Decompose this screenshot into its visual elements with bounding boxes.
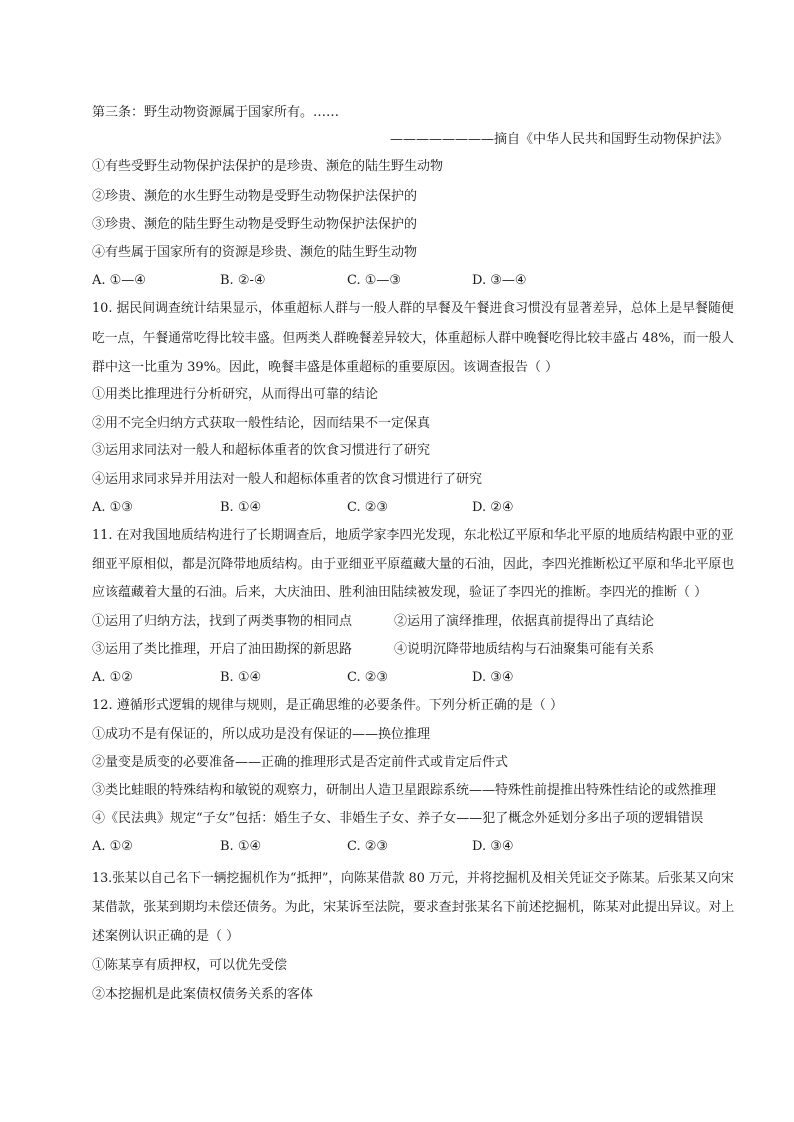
statement: ④有些属于国家所有的资源是珍贵、濒危的陆生野生动物 [92,245,418,260]
option-b: B. ①④ [220,670,262,685]
option-b: B. ②-④ [220,273,266,288]
statement: ④运用求同求异并用法对一般人和超标体重者的饮食习惯进行了研究 [92,472,483,487]
question-11-text: 应该蕴藏着大量的石油。后来，大庆油田、胜利油田陆续被发现，验证了李四光的推断。李四光的推断（ ） [92,585,708,600]
option-c: C. ②③ [347,670,389,685]
statement: ②本挖掘机是此案债权债务关系的客体 [92,987,314,1002]
option-a: A. ①—④ [92,273,146,288]
option-d: D. ③④ [472,839,514,854]
statement: ②量变是质变的必要准备——正确的推理形式是否定前件式或肯定后件式 [92,755,509,770]
statement: ③类比蛙眼的特殊结构和敏锐的观察力，研制出人造卫星跟踪系统——特殊性前提推出特殊性结论的或然推理 [92,783,717,798]
option-d: D. ②④ [472,500,514,515]
question-10-text: 吃一点，午餐通常吃得比较丰盛。但两类人群晚餐差异较大，体重超标人群中晚餐吃得比较丰盛占 48%，而一般人 [92,331,734,346]
statement: ②珍贵、濒危的水生野生动物是受野生动物保护法保护的 [92,189,418,204]
article-line: 第三条：野生动物资源属于国家所有。…… [92,105,340,120]
statement: ①陈某享有质押权，可以优先受偿 [92,958,288,973]
option-d: D. ③—④ [472,273,527,288]
source-line: ————————摘自《中华人民共和国野生动物保护法》 [389,132,728,147]
statement: ①成功不是有保证的，所以成功是没有保证的——换位推理 [92,727,431,742]
question-10-text: 10. 据民间调查统计结果显示，体重超标人群与一般人群的早餐及午餐进食习惯没有显著差异，总体上是早餐随便 [92,301,734,316]
statement: ①运用了归纳方法，找到了两类事物的相同点 [92,614,353,629]
statement: ①用类比推理进行分析研究，从而得出可靠的结论 [92,387,379,402]
option-b: B. ①④ [220,839,262,854]
option-c: C. ①—③ [347,273,402,288]
question-13-text: 述案例认识正确的是（ ） [92,929,240,944]
question-11-text: 11. 在对我国地质结构进行了长期调查后，地质学家李四光发现，东北松辽平原和华北平原的地质结构跟中亚的亚 [92,528,734,543]
statement: ②用不完全归纳方式获取一般性结论，因而结果不一定保真 [92,416,431,431]
statement: ③珍贵、濒危的陆生野生动物是受野生动物保护法保护的 [92,217,418,232]
statement: ①有些受野生动物保护法保护的是珍贵、濒危的陆生野生动物 [92,159,444,174]
question-13-text: 某借款，张某到期均未偿还债务。为此，宋某诉至法院，要求查封张某名下前述挖掘机，陈某对此提出异议。对上 [92,900,735,915]
statement: ④《民法典》规定“子女”包括：婚生子女、非婚生子女、养子女——犯了概念外延划分多出子项的逻辑错误 [92,811,704,826]
statement: ④说明沉降带地质结构与石油聚集可能有关系 [394,642,655,657]
statement: ③运用了类比推理，开启了油田勘探的新思路 [92,642,353,657]
option-c: C. ②③ [347,500,389,515]
option-a: A. ①② [92,839,133,854]
statement: ②运用了演绎推理，依据真前提得出了真结论 [394,614,655,629]
option-a: A. ①② [92,670,133,685]
option-a: A. ①③ [92,500,133,515]
question-12-text: 12. 遵循形式逻辑的规律与规则，是正确思维的必要条件。下列分析正确的是（ ） [92,698,563,713]
option-b: B. ①④ [220,500,262,515]
statement: ③运用求同法对一般人和超标体重者的饮食习惯进行了研究 [92,443,431,458]
option-d: D. ③④ [472,670,514,685]
question-13-text: 13.张某以自己名下一辆挖掘机作为“抵押”，向陈某借款 80 万元，并将挖掘机及相关凭证交予陈某。后张某又向宋 [92,871,734,886]
question-10-text: 群中这一比重为 39%。因此，晚餐丰盛是体重超标的重要原因。该调查报告（ ） [92,360,559,375]
question-11-text: 细亚平原相似，都是沉降带地质结构。由于亚细亚平原蕴藏大量的石油，因此，李四光推断松辽平原和华北平原也 [92,557,735,572]
option-c: C. ②③ [347,839,389,854]
